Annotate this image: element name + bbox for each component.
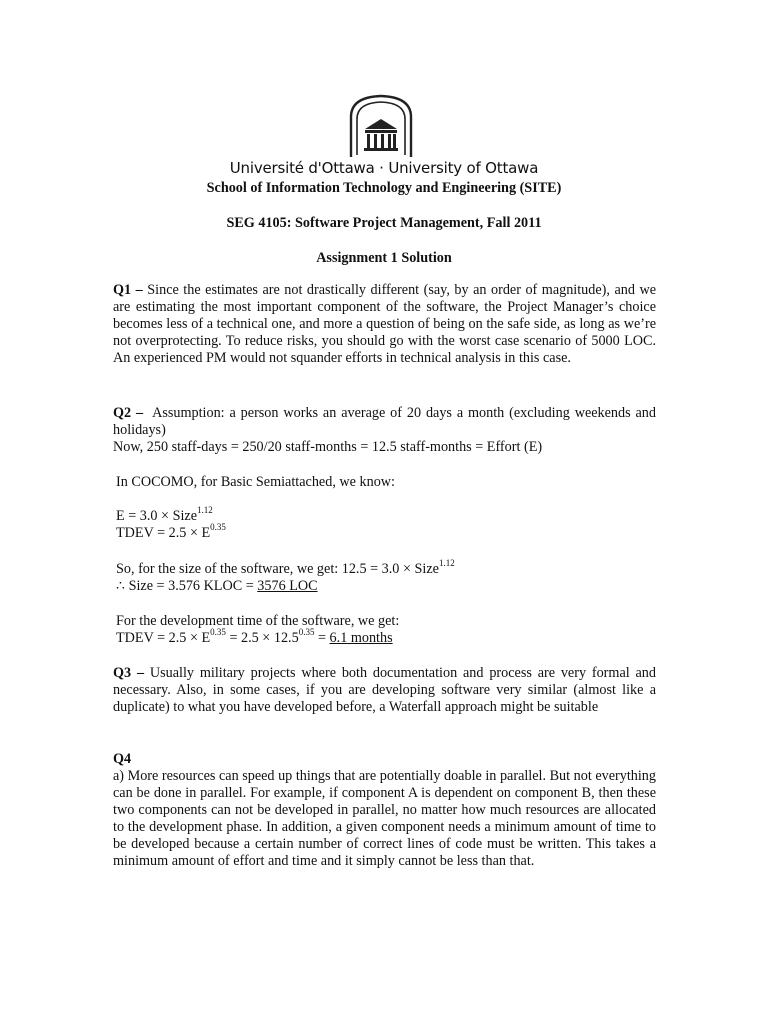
eq2-exponent: 0.35 [210, 522, 226, 533]
q2-assumption [113, 405, 656, 439]
q2-effort-line: Now, 250 staff-days = 250/20 staff-months = 12.5 staff-months = Effort (E) [113, 439, 543, 455]
size-result-value: 3576 LOC [257, 578, 318, 594]
course-title: SEG 4105: Software Project Management, Fall 2011 [226, 215, 542, 231]
q2-assumption-text: Assumption: a person works an average of 20 days a month (excluding weekends and holidays) [113, 405, 656, 438]
q4-label-text: Q4 [113, 751, 132, 767]
q3-text: Usually military projects where both documentation and process are very formal and necessary. Also, in some cases, if you are developing software very similar (almost like a duplicate) to what you have developed before, a Waterfall approach might be suitable [113, 665, 656, 715]
q2-tdev-equation [116, 522, 226, 542]
q2-cocomo-intro: In COCOMO, for Basic Semiattached, we know: [116, 474, 395, 490]
q1-label: Q1 – [113, 282, 143, 298]
size-exponent: 1.12 [438, 558, 455, 569]
q2-time-intro: For the development time of the software, we get: [116, 613, 400, 629]
university-logo-icon [345, 93, 417, 159]
page-title: Assignment 1 Solution [316, 250, 452, 266]
q2-size-result [116, 578, 318, 595]
q3-label: Q3 – [113, 665, 145, 681]
q2-effort-equation [116, 505, 213, 525]
q3-answer [113, 665, 656, 716]
q2-time-equation [116, 627, 393, 647]
school-name: School of Information Technology and Engineering (SITE) [206, 180, 562, 196]
eq1-exponent: 1.12 [197, 505, 213, 516]
eq1-base: E = 3.0 × Size [116, 508, 198, 524]
time-exponent-2: 0.35 [298, 627, 315, 638]
q4-label [113, 751, 656, 768]
time-exponent-1: 0.35 [210, 627, 226, 638]
time-part-3: = [314, 630, 330, 646]
q4-answer: a) More resources can speed up things that are potentially doable in parallel. But not everything can be done in parallel. For example, if component A is dependent on component B, then these two components can not be developed in parallel, no matter how much resources are allocated to the development phase. In addition, a given component needs a minimum amount of time to be developed because a certain number of correct lines of code must be written. This takes a minimum amount of effort and time and it simply cannot be less than that. [113, 768, 656, 869]
time-result: 6.1 months [329, 630, 393, 646]
university-name: Université d'Ottawa · University of Ottawa [229, 159, 539, 177]
q2-size-intro [116, 558, 455, 578]
time-part-2: = 2.5 × 12.5 [225, 630, 299, 646]
size-intro-text: So, for the size of the software, we get: 12.5 = 3.0 × Size [116, 561, 439, 577]
size-result-prefix: ∴ Size = 3.576 KLOC = [116, 578, 258, 594]
q1-answer [113, 282, 656, 367]
q2-label: Q2 – [113, 405, 144, 421]
time-part-1: TDEV = 2.5 × E [116, 630, 211, 646]
q1-text: Since the estimates are not drastically different (say, by an order of magnitude), and we are estimating the most important component of the software, the Project Manager’s choice becomes less of a technical one, and more a question of being on the safe side, as long as we’re not overprotecting. To reduce risks, you should go with the worst case scenario of 5000 LOC. An experienced PM would not squander efforts in technical analysis in this case. [113, 282, 656, 366]
eq2-base: TDEV = 2.5 × E [116, 525, 211, 541]
